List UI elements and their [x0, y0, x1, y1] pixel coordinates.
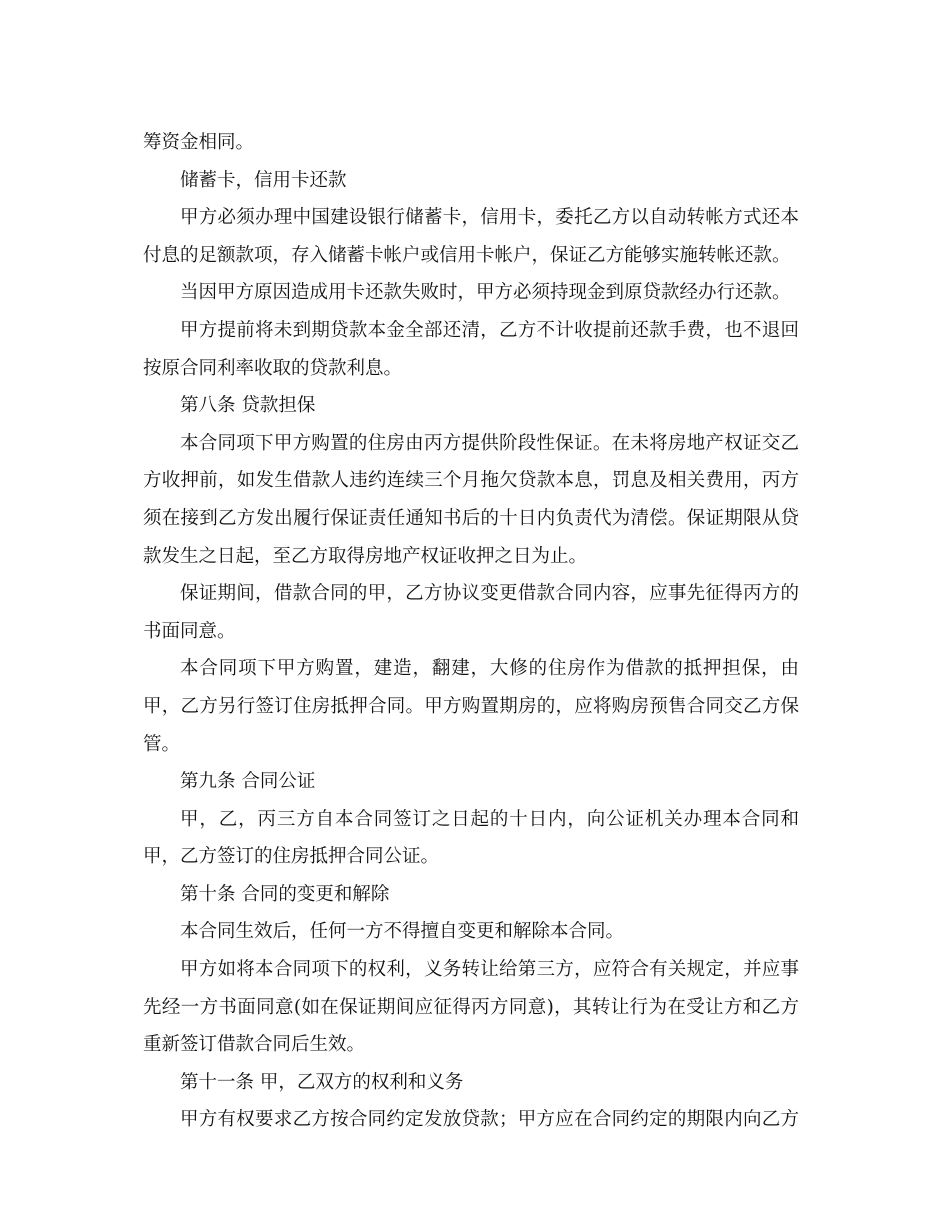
paragraph-line: 甲方提前将未到期贷款本金全部还清，乙方不计收提前还款手费，也不退回: [180, 319, 799, 341]
article-heading: 第十一条 甲，乙双方的权利和义务: [180, 1071, 464, 1093]
article-heading: 第十条 合同的变更和解除: [180, 883, 390, 905]
paragraph-line: 须在接到乙方发出履行保证责任通知书后的十日内负责代为清偿。保证期限从贷: [143, 507, 799, 529]
document-body: [143, 124, 799, 1139]
paragraph-line: 本合同生效后，任何一方不得擅自变更和解除本合同。: [180, 921, 625, 943]
article-heading: 第八条 贷款担保: [180, 395, 316, 417]
paragraph-line: 甲方如将本合同项下的权利，义务转让给第三方，应符合有关规定，并应事: [180, 959, 799, 981]
paragraph-line: 管。: [143, 733, 181, 755]
paragraph-line: 按原合同利率收取的贷款利息。: [143, 357, 403, 379]
paragraph-line: 本合同项下甲方购置的住房由丙方提供阶段性保证。在未将房地产权证交乙: [180, 432, 799, 454]
paragraph-line: 甲方必须办理中国建设银行储蓄卡，信用卡，委托乙方以自动转帐方式还本: [180, 207, 799, 229]
paragraph-line: 款发生之日起，至乙方取得房地产权证收押之日为止。: [143, 545, 588, 567]
paragraph-line: 甲方有权要求乙方按合同约定发放贷款；甲方应在合同约定的期限内向乙方: [180, 1109, 799, 1131]
paragraph-line: 甲，乙，丙三方自本合同签订之日起的十日内，向公证机关办理本合同和: [180, 808, 799, 830]
paragraph-line: 先经一方书面同意(如在保证期间应征得丙方同意)，其转让行为在受让方和乙方: [143, 996, 799, 1018]
section-heading: 储蓄卡，信用卡还款: [180, 169, 347, 191]
paragraph-line: 甲，乙方签订的住房抵押合同公证。: [143, 846, 440, 868]
paragraph-line: 甲，乙方另行签订住房抵押合同。甲方购置期房的，应将购房预售合同交乙方保: [143, 695, 799, 717]
article-heading: 第九条 合同公证: [180, 771, 316, 793]
paragraph-line: 保证期间，借款合同的甲，乙方协议变更借款合同内容，应事先征得丙方的: [180, 583, 799, 605]
paragraph-line: 书面同意。: [143, 620, 236, 642]
paragraph-line: 本合同项下甲方购置，建造，翻建，大修的住房作为借款的抵押担保，由: [180, 658, 799, 680]
paragraph-line: 当因甲方原因造成用卡还款失败时，甲方必须持现金到原贷款经办行还款。: [180, 282, 791, 304]
paragraph-line: 筹资金相同。: [143, 132, 255, 153]
paragraph-line: 方收押前，如发生借款人违约连续三个月拖欠贷款本息，罚息及相关费用，丙方: [143, 470, 799, 492]
paragraph-line: 重新签订借款合同后生效。: [143, 1034, 366, 1056]
paragraph-line: 付息的足额款项，存入储蓄卡帐户或信用卡帐户，保证乙方能够实施转帐还款。: [143, 244, 791, 266]
